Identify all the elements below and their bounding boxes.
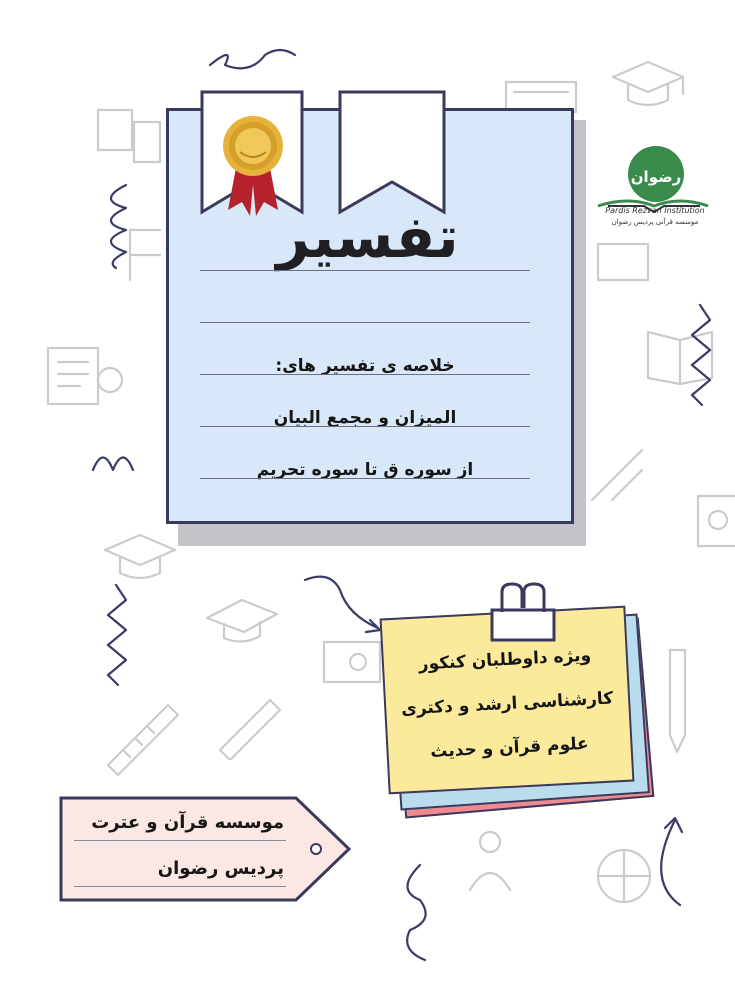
book-icon bbox=[88, 100, 168, 170]
squiggle-icon bbox=[88, 440, 138, 480]
paperclip-icon bbox=[488, 580, 558, 644]
card-rule bbox=[200, 374, 530, 375]
tag-rule bbox=[74, 886, 286, 887]
squiggle-icon bbox=[680, 300, 720, 410]
certificate-icon bbox=[692, 490, 735, 560]
logo-name: رضوان bbox=[630, 168, 682, 186]
certificate-icon bbox=[318, 632, 388, 692]
logo-english: Pardis Rezvan Institution bbox=[605, 206, 705, 215]
card-line-1: خلاصه ی تفسیر های: bbox=[275, 356, 455, 376]
right-flag-ribbon bbox=[336, 88, 450, 216]
arrow-icon bbox=[640, 810, 700, 910]
book-icon bbox=[450, 820, 530, 900]
note-line-1: ویژه داوطلبان کنکور bbox=[418, 645, 592, 675]
book-icon bbox=[582, 440, 652, 510]
card-rule bbox=[200, 270, 530, 271]
graduation-cap-icon bbox=[202, 588, 282, 648]
card-rule bbox=[200, 322, 530, 323]
card-line-3: از سوره ق تا سوره تحریم bbox=[256, 460, 474, 480]
note-line-3: علوم قرآن و حدیث bbox=[429, 733, 590, 763]
card-rule bbox=[200, 478, 530, 479]
card-rule bbox=[200, 426, 530, 427]
arrow-icon bbox=[300, 570, 390, 640]
tag-rule bbox=[74, 840, 286, 841]
page-title: تفسیر bbox=[276, 203, 459, 271]
graduation-cap-icon bbox=[100, 525, 180, 585]
tag-line-2: پردیس رضوان bbox=[157, 858, 284, 879]
ruler-icon bbox=[98, 690, 188, 780]
tag-line-1: موسسه قرآن و عترت bbox=[91, 812, 284, 833]
squiggle-icon bbox=[390, 860, 440, 970]
book-icon bbox=[40, 340, 130, 410]
graduation-cap-icon bbox=[608, 52, 688, 112]
pencil-icon bbox=[650, 640, 700, 760]
squiggle-icon bbox=[96, 580, 136, 690]
note-line-2: کارشناسی ارشد و دکتری bbox=[400, 688, 614, 720]
card-line-2: المیزان و مجمع البیان bbox=[273, 408, 457, 428]
logo-persian: موسسه قرآنی پردیس رضوان bbox=[611, 218, 699, 226]
squiggle-icon bbox=[205, 40, 325, 80]
pencil-icon bbox=[210, 680, 290, 760]
